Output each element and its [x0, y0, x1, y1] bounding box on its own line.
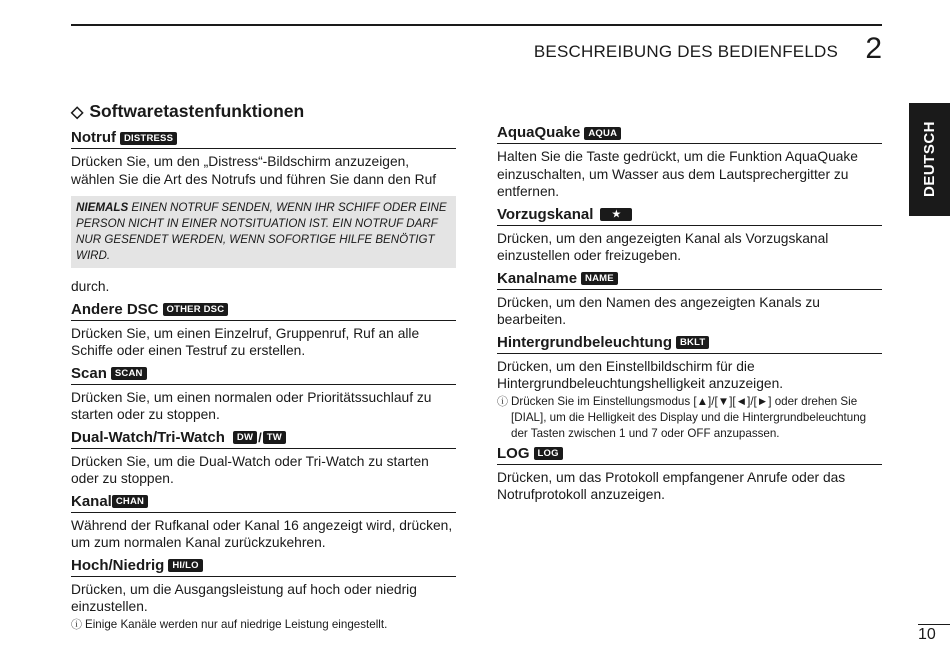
item-title-text: Dual-Watch/Tri-Watch [71, 428, 225, 446]
page-number-rule [918, 624, 950, 625]
item-description: Drücken, um den Einstellbildschirm für die Hintergrundbeleuchtungshelligkeit anzuzeigen. [497, 358, 784, 391]
item-title-text: Scan [71, 364, 107, 382]
item-title [71, 365, 456, 385]
warning-bold: NIEMALS [76, 201, 129, 214]
key-badge: TW [263, 431, 286, 444]
item-title-text: Kanal [71, 492, 112, 510]
item-scan [71, 365, 456, 424]
item-andere-dsc [71, 301, 456, 360]
badge-separator: / [258, 429, 262, 445]
item-description: Halten Sie die Taste gedrückt, um die Funktion AquaQuake einzuschalten, um Wasser aus dem Lautsprechergitter zu entfernen. [497, 149, 858, 199]
note-text: Drücken Sie im Einstellungsmodus [▲]/[▼][◄]/[►] oder drehen Sie [DIAL], um die Helligkeit des Display und die Hintergrundbeleuchtung der Tasten zwischen 1 und 7 oder OFF anzupassen. [511, 394, 867, 440]
item-description: Während der Rufkanal oder Kanal 16 angezeigt wird, drücken, um zum normalen Kanal zurückzukehren. [71, 517, 453, 550]
item-title [71, 493, 456, 513]
item-dual-watch [71, 429, 456, 488]
item-description-cont: durch. [71, 279, 110, 294]
item-vorzugskanal [497, 206, 882, 265]
key-badge: SCAN [111, 367, 147, 380]
key-badge: CHAN [112, 495, 148, 508]
item-title-text: Vorzugskanal [497, 205, 594, 223]
item-title [71, 129, 456, 149]
item-title-text: LOG [497, 444, 530, 462]
info-note [497, 394, 882, 442]
diamond-icon: ◇ [71, 103, 84, 121]
right-column [497, 124, 882, 509]
warning-text: EINEN NOTRUF SENDEN, WENN IHR SCHIFF ODER EINE PERSON NICHT IN EINER NOTSITUATION IST. EIN NOTRUF DARF NUR GESENDET WERDEN, WENN SOFORTIGE HILFE BENÖTIGT WIRD. [76, 201, 447, 262]
left-column [71, 101, 456, 636]
item-title [497, 445, 882, 465]
item-title [497, 270, 882, 290]
item-title [71, 557, 456, 577]
item-title [497, 124, 882, 144]
item-kanal [71, 493, 456, 552]
item-description: Drücken Sie, um einen normalen oder Prioritätssuchlauf zu starten oder zu stoppen. [71, 389, 432, 422]
info-icon: ⓘ [71, 618, 82, 631]
item-notruf [71, 129, 456, 296]
key-badge: LOG [534, 447, 563, 460]
section-heading [71, 101, 456, 122]
warning-box [71, 196, 456, 268]
item-description: Drücken, um den Namen des angezeigten Kanals zu bearbeiten. [497, 294, 820, 327]
item-title-text: AquaQuake [497, 124, 581, 141]
item-hintergrundbeleuchtung [497, 334, 882, 442]
item-description: Drücken, um die Ausgangsleistung auf hoch oder niedrig einzustellen. [71, 581, 417, 614]
item-description: Drücken Sie, um die Dual-Watch oder Tri-Watch zu starten oder zu stoppen. [71, 453, 429, 486]
item-log [497, 445, 882, 504]
key-badge: HI/LO [168, 559, 202, 572]
item-title-text: Hoch/Niedrig [71, 556, 165, 574]
item-kanalname [497, 270, 882, 329]
item-title-text: Kanalname [497, 269, 578, 287]
info-note [71, 617, 456, 633]
item-title [497, 334, 882, 354]
key-badge: OTHER DSC [163, 303, 229, 316]
key-badge: DW [233, 431, 257, 444]
language-tab [909, 103, 950, 216]
page-number: 10 [918, 626, 936, 643]
language-tab-label: DEUTSCH [921, 121, 938, 198]
section-title: Softwaretastenfunktionen [89, 101, 305, 121]
item-title [497, 206, 882, 226]
item-title [71, 301, 456, 321]
item-description: Drücken, um den angezeigten Kanal als Vorzugskanal einzustellen oder freizugeben. [497, 230, 829, 263]
item-title-text: Hintergrundbeleuchtung [497, 333, 672, 351]
star-icon: ★ [600, 208, 632, 221]
info-icon: ⓘ [497, 395, 508, 408]
note-text: Einige Kanäle werden nur auf niedrige Leistung eingestellt. [85, 617, 388, 631]
item-aquaquake [497, 124, 882, 201]
item-title-text: Andere DSC [71, 300, 159, 318]
top-divider [71, 24, 882, 26]
key-badge: DISTRESS [120, 132, 177, 145]
key-badge: BKLT [676, 336, 709, 349]
item-title-text: Notruf [71, 129, 116, 146]
key-badge: NAME [581, 272, 618, 285]
chapter-title: BESCHREIBUNG DES BEDIENFELDS [533, 42, 838, 61]
key-badge: AQUA [584, 127, 621, 140]
item-description: Drücken Sie, um einen Einzelruf, Gruppenruf, Ruf an alle Schiffe oder einen Testruf zu erstellen. [71, 325, 420, 358]
item-description: Drücken, um das Protokoll empfangener Anrufe oder das Notrufprotokoll anzuzeigen. [497, 469, 846, 502]
chapter-number: 2 [865, 32, 882, 65]
item-hoch-niedrig [71, 557, 456, 633]
item-title [71, 429, 456, 449]
item-description: Drücken Sie, um den „Distress“-Bildschirm anzuzeigen, wählen Sie die Art des Notrufs und führen Sie dann den Ruf [71, 154, 437, 187]
